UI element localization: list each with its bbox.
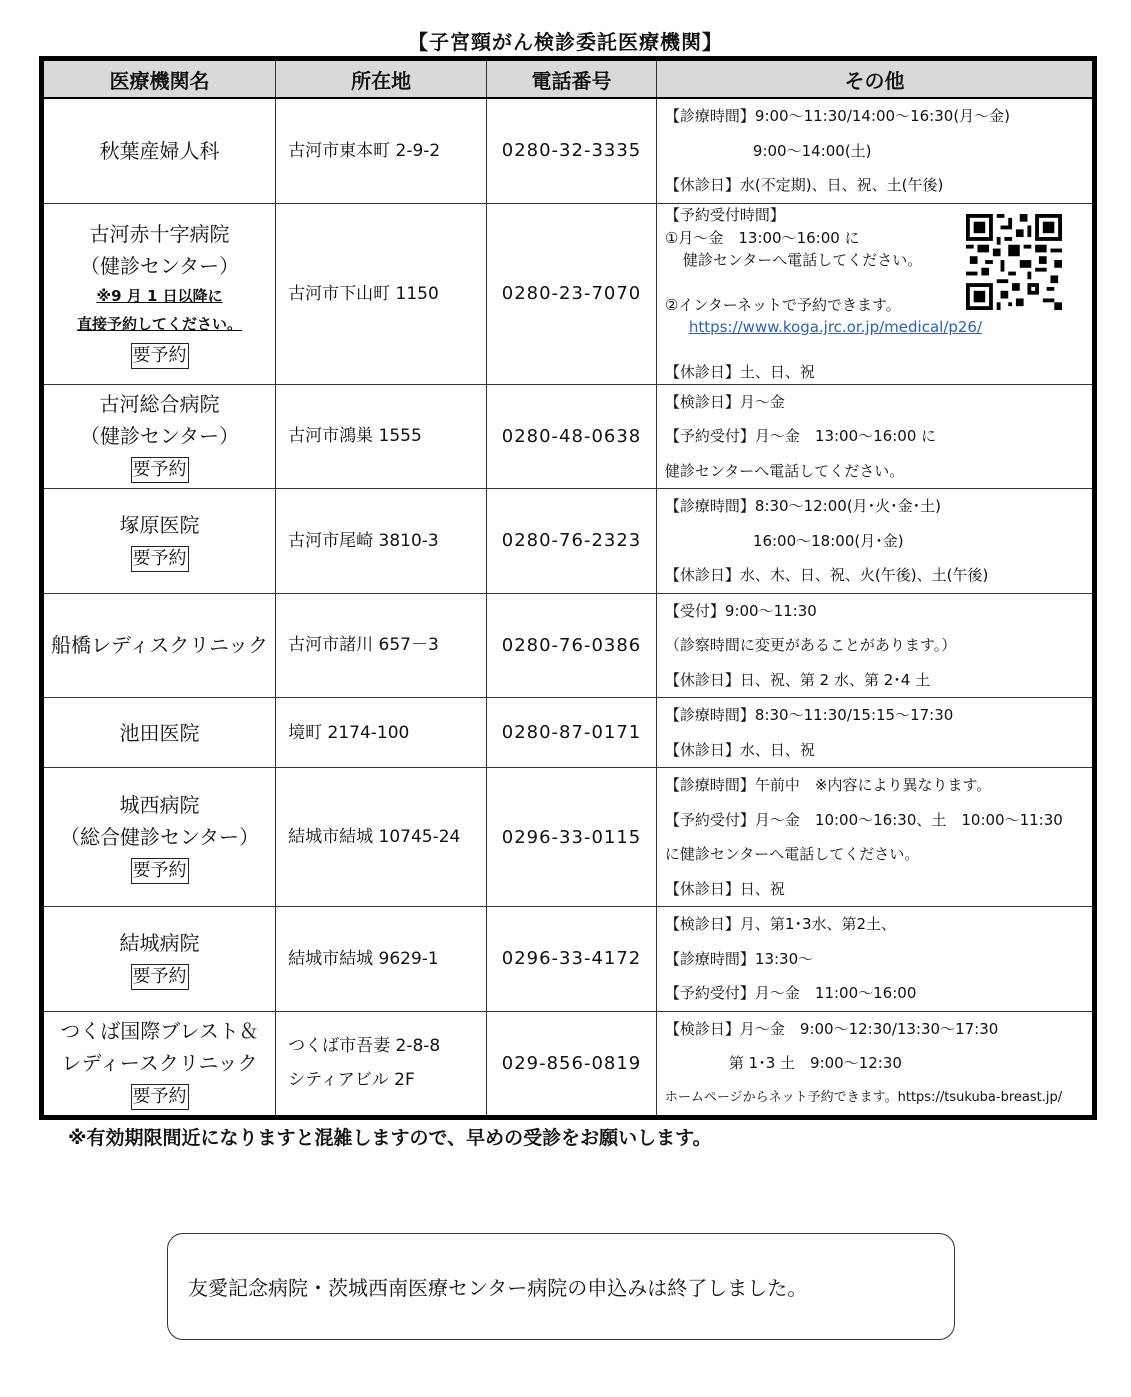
facility-other: 【検診日】月～金 9:00～12:30/13:30～17:30 第 1･3 土 9:00～12:30 ホームページからネット予約できます。https://tsukuba-breast.jp/ [656,1011,1094,1118]
facility-other: 【診療時間】8:30～11:30/15:15～17:30 【休診日】水、日、祝 [656,698,1094,768]
facility-address: 古河市鴻巣 1555 [276,384,487,489]
table-row [42,907,1095,1012]
facility-address: 古河市東本町 2-9-2 [276,98,487,203]
table-row [42,768,1095,907]
facility-other: 【診療時間】午前中 ※内容により異なります。 【予約受付】月～金 10:00～16:30、土 10:00～11:30 に健診センターへ電話してください。 【休診日】日、祝 [656,768,1094,907]
facility-name: 船橋レディスクリニック [42,593,276,698]
reservation-note: ※9 月 1 日以降に [96,286,223,305]
facility-tel: 0280-87-0171 [487,698,657,768]
facility-address: 結城市結城 10745-24 [276,768,487,907]
table-row [42,489,1095,594]
facility-address: 結城市結城 9629-1 [276,907,487,1012]
header-name: 医療機関名 [42,59,276,99]
document-title: 【子宮頸がん検診委託医療機関】 [408,30,723,54]
facility-name: 秋葉産婦人科 [42,98,276,203]
reservation-required-badge: 要予約 [131,964,189,990]
facility-table [39,56,1097,1120]
facility-name: 結城病院 要予約 [42,907,276,1012]
facility-other: 【受付】9:00～11:30 （診察時間に変更があることがあります。） 【休診日】日、祝、第 2 水、第 2･4 土 [656,593,1094,698]
facility-address: つくば市吾妻 2-8-8 シティアビル 2F [276,1011,487,1118]
table-row [42,98,1095,203]
notice-text: 友愛記念病院・茨城西南医療センター病院の申込みは終了しました。 [188,1276,808,1300]
facility-tel: 0296-33-0115 [487,768,657,907]
reservation-required-badge: 要予約 [131,1084,189,1110]
table-header-row [42,59,1095,99]
facility-name: 城西病院 （総合健診センター） 要予約 [42,768,276,907]
facility-other: 【検診日】月～金 【予約受付】月～金 13:00～16:00 に 健診センターへ電話してください。 [656,384,1094,489]
facility-address: 古河市下山町 1150 [276,203,487,384]
facility-name: 池田医院 [42,698,276,768]
qr-code-icon[interactable] [966,214,1062,310]
facility-other: 【診療時間】8:30～12:00(月･火･金･土) 16:00～18:00(月･金) 【休診日】水、木、日、祝、火(午後)、土(午後) [656,489,1094,594]
table-row [42,698,1095,768]
facility-address: 境町 2174-100 [276,698,487,768]
header-address: 所在地 [276,59,487,99]
table-row [42,1011,1095,1118]
facility-name: つくば国際ブレスト＆ レディースクリニック 要予約 [42,1011,276,1118]
facility-name: 古河赤十字病院 （健診センター） ※9 月 1 日以降に 直接予約してください。 要予約 [42,203,276,384]
facility-address: 古河市諸川 657－3 [276,593,487,698]
facility-tel: 0280-76-0386 [487,593,657,698]
reservation-required-badge: 要予約 [131,343,189,369]
table-row [42,593,1095,698]
facility-tel: 0280-32-3335 [487,98,657,203]
facility-name: 塚原医院 要予約 [42,489,276,594]
table-row [42,203,1095,384]
reservation-required-badge: 要予約 [131,858,189,884]
notice-box [167,1233,955,1340]
reservation-required-badge: 要予約 [131,546,189,572]
facility-tel: 029-856-0819 [487,1011,657,1118]
facility-tel: 0296-33-4172 [487,907,657,1012]
facility-other: 【検診日】月、第1･3水、第2土、 【診療時間】13:30～ 【予約受付】月～金 11:00～16:00 [656,907,1094,1012]
facility-address: 古河市尾崎 3810-3 [276,489,487,594]
reservation-link[interactable]: https://www.koga.jrc.or.jp/medical/p26/ [688,318,983,336]
facility-tel: 0280-76-2323 [487,489,657,594]
facility-tel: 0280-48-0638 [487,384,657,489]
header-other: その他 [656,59,1094,99]
facility-tel: 0280-23-7070 [487,203,657,384]
table-row [42,384,1095,489]
reservation-required-badge: 要予約 [131,457,189,483]
footnote: ※有効期限間近になりますと混雑しますので、早めの受診をお願いします。 [68,1127,712,1149]
reservation-note: 直接予約してください。 [77,314,243,333]
facility-name: 古河総合病院 （健診センター） 要予約 [42,384,276,489]
header-tel: 電話番号 [487,59,657,99]
facility-other: 【診療時間】9:00～11:30/14:00～16:30(月～金) 9:00～14:00(土) 【休診日】水(不定期)、日、祝、土(午後) [656,98,1094,203]
facility-other: 【予約受付時間】 ①月～金 13:00～16:00 に 健診センターへ電話してください。 ②インターネットで予約できます。 https://www.koga.jrc.or.jp/medical/p26/ 【休診日】土、日、祝 [656,203,1094,384]
